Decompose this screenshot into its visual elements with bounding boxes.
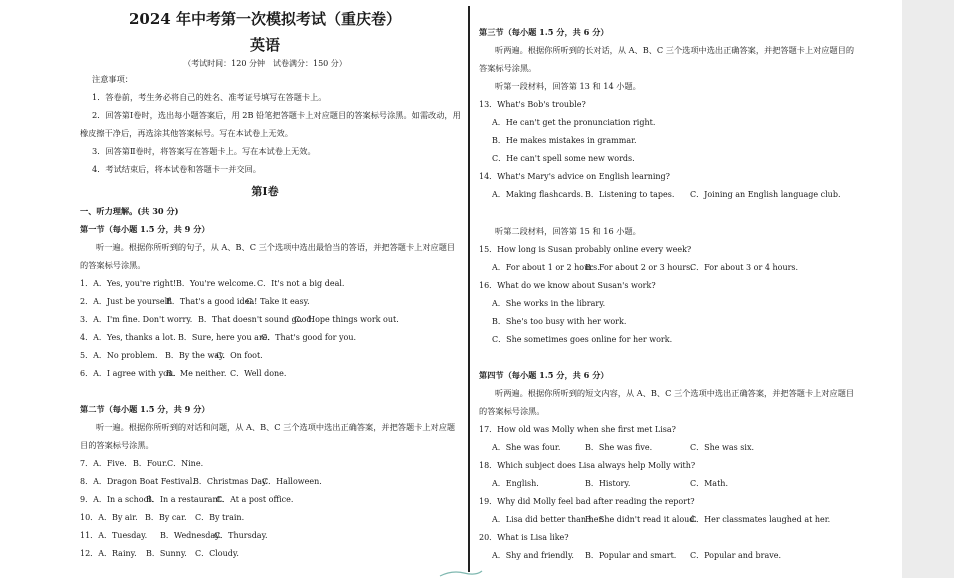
q4-option-c: C．That's good for you. (261, 333, 357, 342)
sec3-instruction: 听两遍。根据你所听到的长对话，从 A、B、C 三个选项中选出正确答案，并把答题卡上对应题目的 (495, 45, 855, 55)
q6-option-b: B．Me neither. (166, 369, 227, 378)
sec2-instruction-cont: 目的答案标号涂黑。 (80, 440, 154, 450)
sec1-heading: 第一节（每小题 1.5 分，共 9 分） (80, 224, 210, 234)
q10-option-b: B．By car. (145, 513, 187, 522)
sec4-instruction-cont: 的答案标号涂黑。 (479, 406, 545, 416)
page-gutter (902, 0, 954, 578)
notice-item-4: 4．考试结束后，将本试卷和答题卡一并交回。 (92, 164, 261, 174)
q16-option-a: A．She works in the library. (492, 299, 606, 308)
question-1: 1．A．Yes, you're right! (80, 279, 177, 288)
q9-option-c: C．At a post office. (216, 495, 294, 504)
sec4-instruction: 听两遍。根据你所听到的短文内容，从 A、B、C 三个选项中选出正确答案，并把答题卡上对应题目 (495, 388, 855, 398)
q8-option-c: C．Halloween. (262, 477, 322, 486)
q6-option-c: C．Well done. (230, 369, 287, 378)
q13-option-b: B．He makes mistakes in grammar. (492, 136, 637, 145)
q13-option-c: C．He can't spell some new words. (492, 154, 635, 163)
question-12: 12．A．Rainy. (80, 549, 137, 558)
q3-option-c: C．Hope things work out. (294, 315, 399, 324)
q20-option-c: C．Popular and brave. (690, 551, 782, 560)
q11-option-b: B．Wednesday. (160, 531, 222, 540)
q3-option-b: B．That doesn't sound good. (198, 315, 315, 324)
q12-option-b: B．Sunny. (146, 549, 187, 558)
q18-option-a: A．English. (492, 479, 539, 488)
q19-option-c: C．Her classmates laughed at her. (690, 515, 831, 524)
q15-option-b: B．For about 2 or 3 hours. (585, 263, 693, 272)
q18-option-b: B．History. (585, 479, 631, 488)
q16-option-c: C．She sometimes goes online for her work. (492, 335, 673, 344)
q9-option-b: B．In a restaurant. (146, 495, 224, 504)
exam-info: （考试时间：120 分钟 试卷满分：150 分） (183, 59, 347, 68)
sec3-heading: 第三节（每小题 1.5 分，共 6 分） (479, 27, 609, 37)
q19-option-a: A．Lisa did better than her. (492, 515, 605, 524)
question-14: 14．What's Mary's advice on English learning? (479, 172, 670, 181)
q1-option-b: B．You're welcome. (176, 279, 257, 288)
sec1-instruction: 听一遍。根据你所听到的句子，从 A、B、C 三个选项中选出最恰当的答语，并把答题卡上对应题目 (96, 242, 456, 252)
exam-title: 2024 年中考第一次模拟考试（重庆卷） (129, 10, 401, 28)
question-20: 20．What is Lisa like? (479, 533, 569, 542)
q5-option-b: B．By the way. (165, 351, 226, 360)
column-divider (468, 6, 470, 572)
q19-option-b: B．She didn't read it aloud. (585, 515, 697, 524)
q14-option-b: B．Listening to tapes. (585, 190, 675, 199)
question-18: 18．Which subject does Lisa always help Molly with? (479, 461, 696, 470)
question-7: 7．A．Five. (80, 459, 127, 468)
question-2: 2．A．Just be yourself. (80, 297, 173, 306)
question-15: 15．How long is Susan probably online every week? (479, 245, 692, 254)
question-3: 3．A．I'm fine. Don't worry. (80, 315, 193, 324)
q13-option-a: A．He can't get the pronunciation right. (492, 118, 656, 127)
q20-option-b: B．Popular and smart. (585, 551, 677, 560)
q18-option-c: C．Math. (690, 479, 728, 488)
q1-option-c: C．It's not a big deal. (257, 279, 345, 288)
q8-option-b: B．Christmas Day. (193, 477, 269, 486)
question-5: 5．A．No problem. (80, 351, 158, 360)
question-10: 10．A．By air. (80, 513, 138, 522)
q17-option-a: A．She was four. (492, 443, 561, 452)
sec3-material-1: 听第一段材料，回答第 13 和 14 小题。 (495, 81, 641, 91)
question-13: 13．What's Bob's trouble? (479, 100, 586, 109)
notice-heading: 注意事项： (92, 74, 133, 84)
sec3-material-2: 听第二段材料，回答第 15 和 16 小题。 (495, 226, 641, 236)
sec1-instruction-cont: 的答案标号涂黑。 (80, 260, 146, 270)
q11-option-c: C．Thursday. (214, 531, 268, 540)
q14-option-a: A．Making flashcards. (492, 190, 584, 199)
notice-item-2: 2．回答第Ⅰ卷时，选出每小题答案后，用 2B 铅笔把答题卡上对应题目的答案标号涂黑。如需改动，用 (92, 110, 461, 120)
q7-option-b: B．Four. (133, 459, 168, 468)
q7-option-c: C．Nine. (167, 459, 204, 468)
question-11: 11．A．Tuesday. (80, 531, 148, 540)
q20-option-a: A．Shy and friendly. (492, 551, 574, 560)
notice-item-2-cont: 橡皮擦干净后，再选涂其他答案标号。写在本试卷上无效。 (80, 128, 293, 138)
q17-option-c: C．She was six. (690, 443, 755, 452)
q4-option-b: B．Sure, here you are. (178, 333, 271, 342)
q12-option-c: C．Cloudy. (195, 549, 239, 558)
question-6: 6．A．I agree with you. (80, 369, 176, 378)
question-8: 8．A．Dragon Boat Festival. (80, 477, 195, 486)
pen-mark-decoration (438, 568, 484, 578)
question-9: 9．A．In a school. (80, 495, 154, 504)
sec2-instruction: 听一遍。根据你所听到的对话和问题，从 A、B、C 三个选项中选出正确答案，并把答题卡上对应题 (96, 422, 456, 432)
q17-option-b: B．She was five. (585, 443, 653, 452)
notice-item-3: 3．回答第Ⅱ卷时，将答案写在答题卡上。写在本试卷上无效。 (92, 146, 316, 156)
sec2-heading: 第二节（每小题 1.5 分，共 9 分） (80, 404, 210, 414)
q15-option-a: A．For about 1 or 2 hours. (492, 263, 600, 272)
q16-option-b: B．She's too busy with her work. (492, 317, 627, 326)
q14-option-c: C．Joining an English language club. (690, 190, 841, 199)
sec3-instruction-cont: 答案标号涂黑。 (479, 63, 537, 73)
q5-option-c: C．On foot. (216, 351, 263, 360)
question-16: 16．What do we know about Susan's work? (479, 281, 656, 290)
q10-option-c: C．By train. (195, 513, 245, 522)
sec4-heading: 第四节（每小题 1.5 分，共 6 分） (479, 370, 609, 380)
volume-label: 第Ⅰ卷 (251, 185, 279, 198)
subject-title: 英语 (249, 36, 280, 54)
q2-option-b: B．That's a good idea! (166, 297, 258, 306)
q2-option-c: C．Take it easy. (246, 297, 310, 306)
question-17: 17．How old was Molly when she first met Lisa? (479, 425, 676, 434)
part1-heading: 一、听力理解。(共 30 分) (80, 206, 179, 216)
notice-item-1: 1．答卷前，考生务必将自己的姓名、准考证号填写在答题卡上。 (92, 92, 327, 102)
question-4: 4．A．Yes, thanks a lot. (80, 333, 176, 342)
question-19: 19．Why did Molly feel bad after reading the report? (479, 497, 695, 506)
q15-option-c: C．For about 3 or 4 hours. (690, 263, 799, 272)
